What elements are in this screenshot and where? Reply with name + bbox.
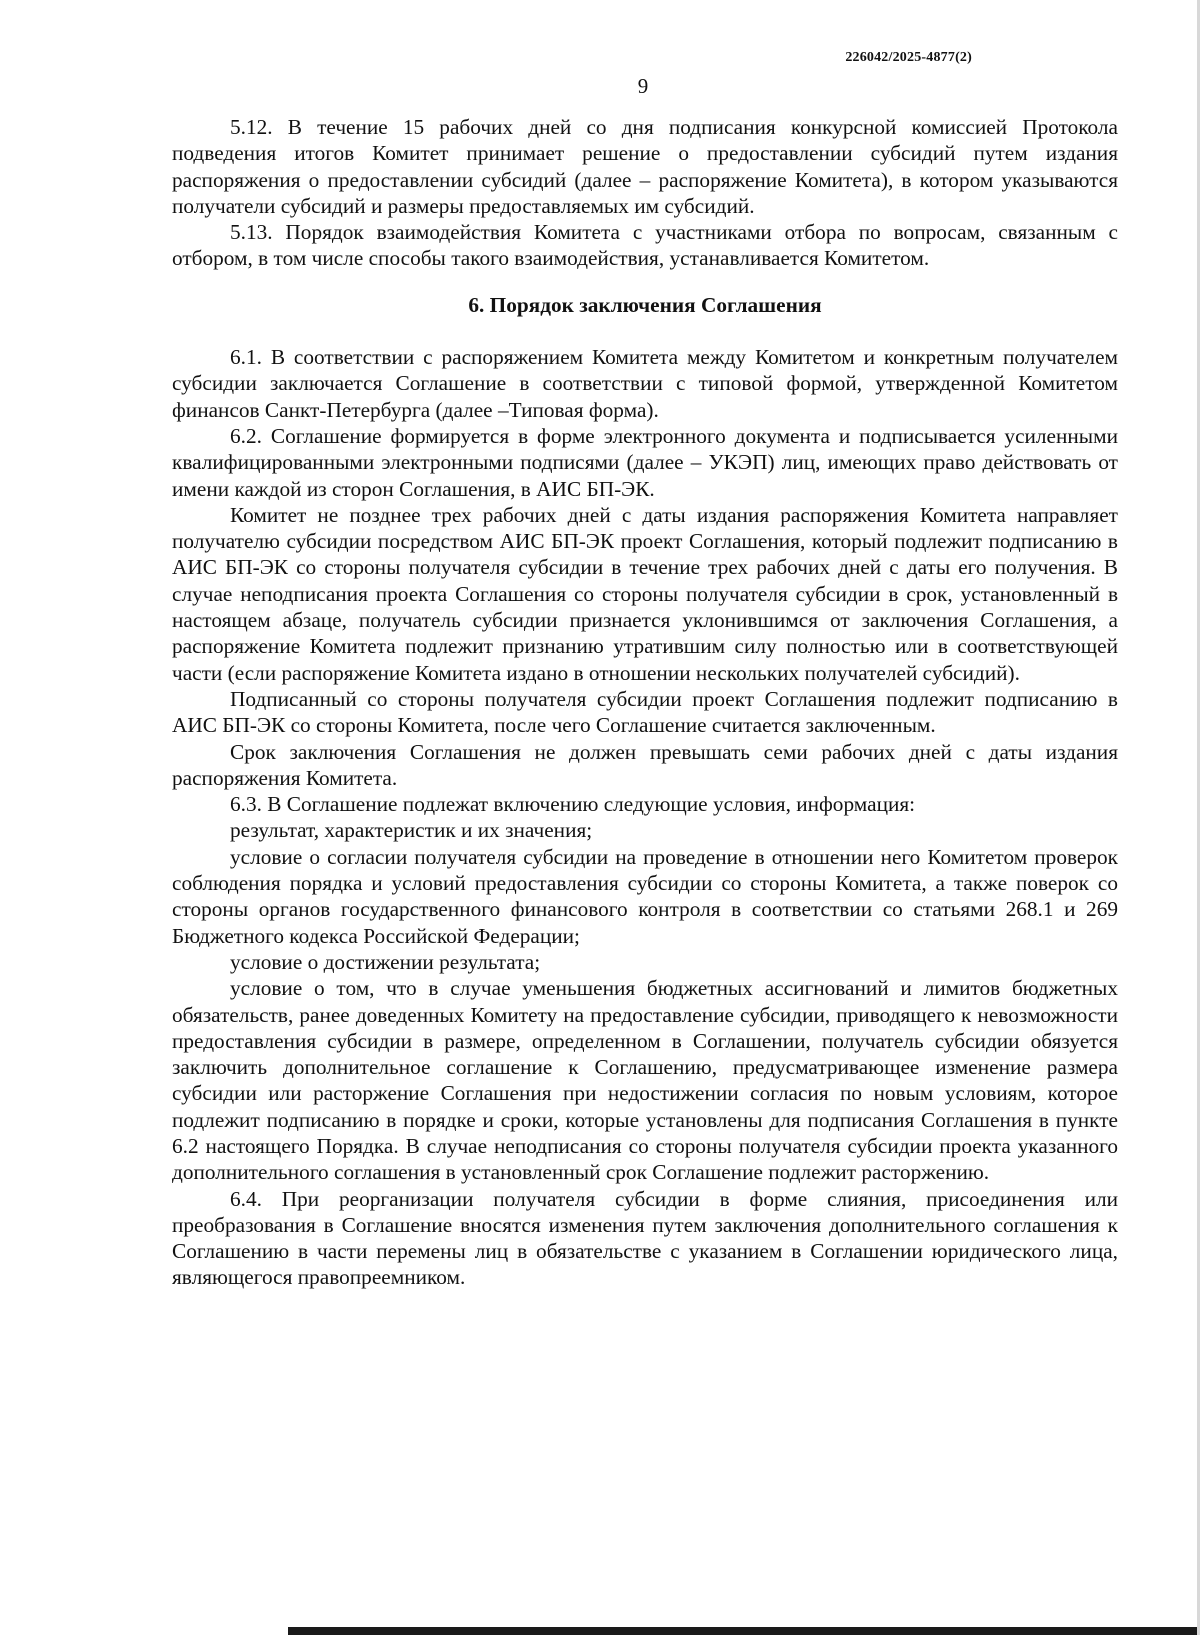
paragraph-6-3-item-reduction: условие о том, что в случае уменьшения бюджетных ассигнований и лимитов бюджетных обязательств, ранее доведенных Комитету на предоставление субсидии, приводящего к невозможности предоставления субсидии в размере, определенном в Соглашении, получатель субсидии обязуется заключить дополнительное соглашение к Соглашению, предусматривающее изменение размера субсидии или расторжение Соглашения при недостижении согласия по новым условиям, которое подлежит подписанию в порядке и сроки, которые установлены для подписания Соглашения в пункте 6.2 настоящего Порядка. В случае неподписания со стороны получателя субсидии проекта указанного дополнительного соглашения в установленный срок Соглашение подлежит расторжению.: [172, 976, 1118, 1185]
paragraph-6-2-sending: Комитет не позднее трех рабочих дней с даты издания распоряжения Комитета направляет получателю субсидии посредством АИС БП-ЭК проект Соглашения, который подлежит подписанию в АИС БП-ЭК со стороны получателя субсидии в течение трех рабочих дней с даты его получения. В случае неподписания проекта Соглашения со стороны получателя субсидии в срок, установленный в настоящем абзаце, получатель субсидии признается уклонившимся от заключения Соглашения, а распоряжение Комитета подлежит признанию утратившим силу полностью или в соответствующей части (если распоряжение Комитета издано в отношении нескольких получателей субсидий).: [172, 502, 1118, 685]
scan-bottom-border: [288, 1627, 1200, 1635]
paragraph-6-2-signing: Подписанный со стороны получателя субсидии проект Соглашения подлежит подписанию в АИС БП-ЭК со стороны Комитета, после чего Соглашение считается заключенным.: [172, 686, 1118, 738]
paragraph-6-3-item-consent: условие о согласии получателя субсидии на проведение в отношении него Комитетом проверок соблюдения порядка и условий предоставления субсидии со стороны Комитета, а также поверок со стороны органов государственного финансового контроля в соответствии со статьями 268.1 и 269 Бюджетного кодекса Российской Федерации;: [172, 844, 1118, 948]
paragraph-6-4: 6.4. При реорганизации получателя субсидии в форме слияния, присоединения или преобразования в Соглашение вносятся изменения путем заключения дополнительного соглашения к Соглашению в части перемены лиц в обязательстве с указанием в Соглашении юридического лица, являющегося правопреемником.: [172, 1186, 1118, 1290]
paragraph-6-2: 6.2. Соглашение формируется в форме электронного документа и подписывается усиленными квалифицированными электронными подписями (далее – УКЭП) лиц, имеющих право действовать от имени каждой из сторон Соглашения, в АИС БП-ЭК.: [172, 423, 1118, 501]
paragraph-5-13: 5.13. Порядок взаимодействия Комитета с участниками отбора по вопросам, связанным с отбором, в том числе способы такого взаимодействия, устанавливается Комитетом.: [172, 220, 1118, 271]
paragraph-6-1: 6.1. В соответствии с распоряжением Комитета между Комитетом и конкретным получателем субсидии заключается Соглашение в соответствии с типовой формой, утвержденной Комитетом финансов Санкт-Петербурга (далее –Типовая форма).: [172, 345, 1118, 422]
paragraph-6-3-item-result: результат, характеристик и их значения;: [230, 818, 593, 843]
paragraph-6-2-term: Срок заключения Соглашения не должен превышать семи рабочих дней с даты издания распоряжения Комитета.: [172, 739, 1118, 790]
document-body: [172, 114, 1118, 1291]
page-number: 9: [637, 74, 649, 98]
paragraph-5-12: 5.12. В течение 15 рабочих дней со дня подписания конкурсной комиссией Протокола подведения итогов Комитет принимает решение о предоставлении субсидий путем издания распоряжения о предоставлении субсидий (далее – распоряжение Комитета), в котором указываются получатели субсидий и размеры предоставляемых им субсидий.: [172, 115, 1118, 218]
section-heading: 6. Порядок заключения Соглашения: [468, 292, 822, 317]
paragraph-6-3: 6.3. В Соглашение подлежат включению следующие условия, информация:: [230, 792, 916, 817]
paragraph-6-3-item-achievement: условие о достижении результата;: [230, 949, 541, 974]
document-registration-number: 226042/2025-4877(2): [845, 50, 972, 65]
